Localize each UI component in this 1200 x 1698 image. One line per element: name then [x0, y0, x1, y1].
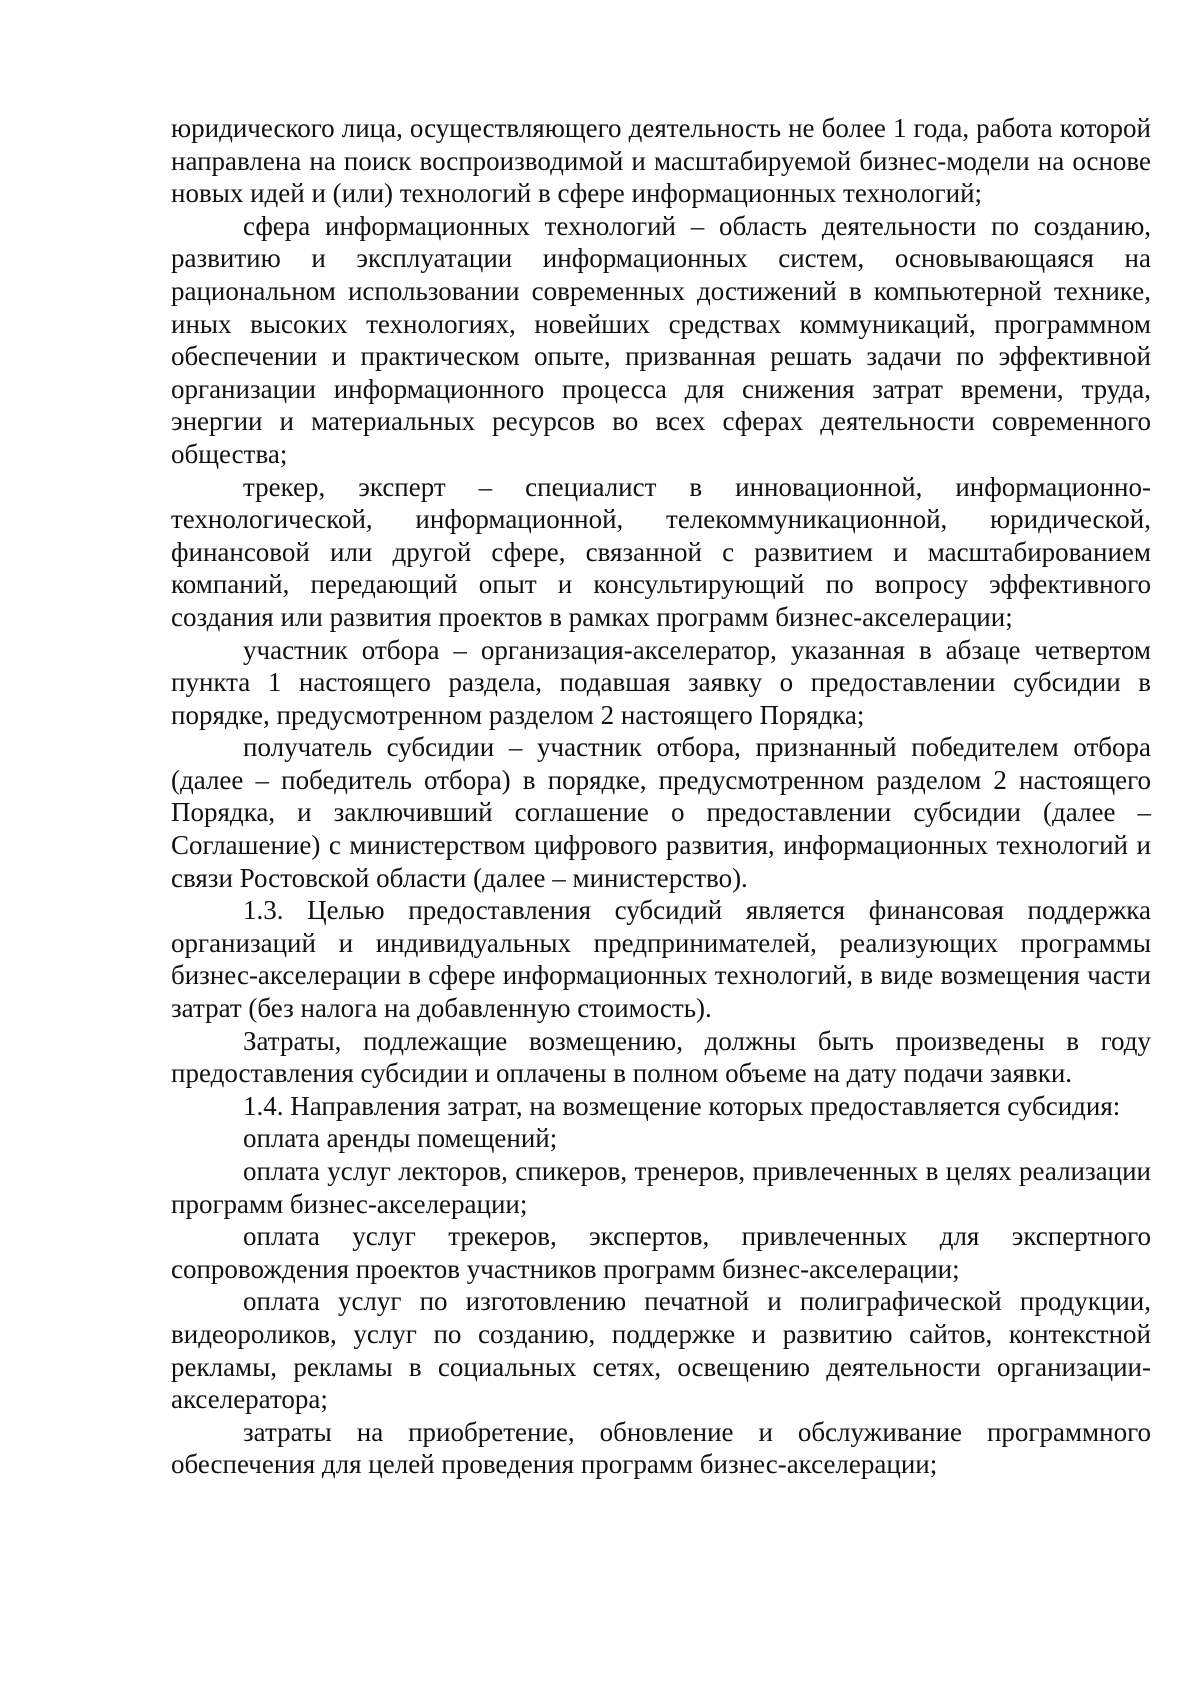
paragraph-it-sphere-definition: сфера информационных технологий – область деятельности по созданию, развитию и эксплуатации информационных систем, основывающаяся на рациональном использовании современных достижений в компьютерной технике, иных высоких технологиях, новейших средствах коммуникаций, программном обеспечении и практическом опыте, призванная решать задачи по эффективной организации информационного процесса для снижения затрат времени, труда, энергии и материальных ресурсов во всех сферах деятельности современного общества;	[171, 210, 1151, 469]
paragraph-selection-participant-definition: участник отбора – организация-акселератор, указанная в абзаце четвертом пункта 1 настоящего раздела, подавшая заявку о предоставлении субсидии в порядке, предусмотренном разделом 2 настоящего Порядка;	[171, 634, 1151, 730]
paragraph-subsidy-recipient-definition: получатель субсидии – участник отбора, признанный победителем отбора (далее – победитель отбора) в порядке, предусмотренном разделом 2 настоящего Порядка, и заключивший соглашение о предоставлении субсидии (далее – Соглашение) с министерством цифрового развития, информационных технологий и связи Ростовской области (далее – министерство).	[171, 732, 1151, 893]
list-item-lecturers-services: оплата услуг лекторов, спикеров, тренеров, привлеченных в целях реализации программ бизнес-акселерации;	[171, 1156, 1151, 1219]
paragraph-startup-definition-continued: юридического лица, осуществляющего деятельность не более 1 года, работа которой направлена на поиск воспроизводимой и масштабируемой бизнес-модели на основе новых идей и (или) технологий в сфере информационных технологий;	[171, 113, 1151, 209]
document-page	[171, 112, 1151, 1481]
paragraph-clause-1-3: 1.3. Целью предоставления субсидий является финансовая поддержка организаций и индивидуальных предпринимателей, реализующих программы бизнес-акселерации в сфере информационных технологий, в виде возмещения части затрат (без налога на добавленную стоимость).	[171, 895, 1151, 1024]
list-item-premises-rent: оплата аренды помещений;	[243, 1123, 558, 1154]
paragraph-clause-1-4: 1.4. Направления затрат, на возмещение которых предоставляется субсидия:	[243, 1090, 1121, 1121]
list-item-printing-advertising: оплата услуг по изготовлению печатной и полиграфической продукции, видеороликов, услуг по созданию, поддержке и развитию сайтов, контекстной рекламы, рекламы в социальных сетях, освещению деятельности организации-акселератора;	[171, 1286, 1151, 1415]
list-item-software-costs: затраты на приобретение, обновление и обслуживание программного обеспечения для целей проведения программ бизнес-акселерации;	[171, 1416, 1151, 1480]
list-item-trackers-services: оплата услуг трекеров, экспертов, привлеченных для экспертного сопровождения проектов участников программ бизнес-акселерации;	[171, 1221, 1151, 1284]
paragraph-costs-to-reimburse: Затраты, подлежащие возмещению, должны быть произведены в году предоставления субсидии и оплачены в полном объеме на дату подачи заявки.	[171, 1025, 1151, 1089]
paragraph-tracker-expert-definition: трекер, эксперт – специалист в инновационной, информационно-технологической, информационной, телекоммуникационной, юридической, финансовой или другой сфере, связанной с развитием и масштабированием компаний, передающий опыт и консультирующий по вопросу эффективного создания или развития проектов в рамках программ бизнес-акселерации;	[171, 471, 1151, 632]
